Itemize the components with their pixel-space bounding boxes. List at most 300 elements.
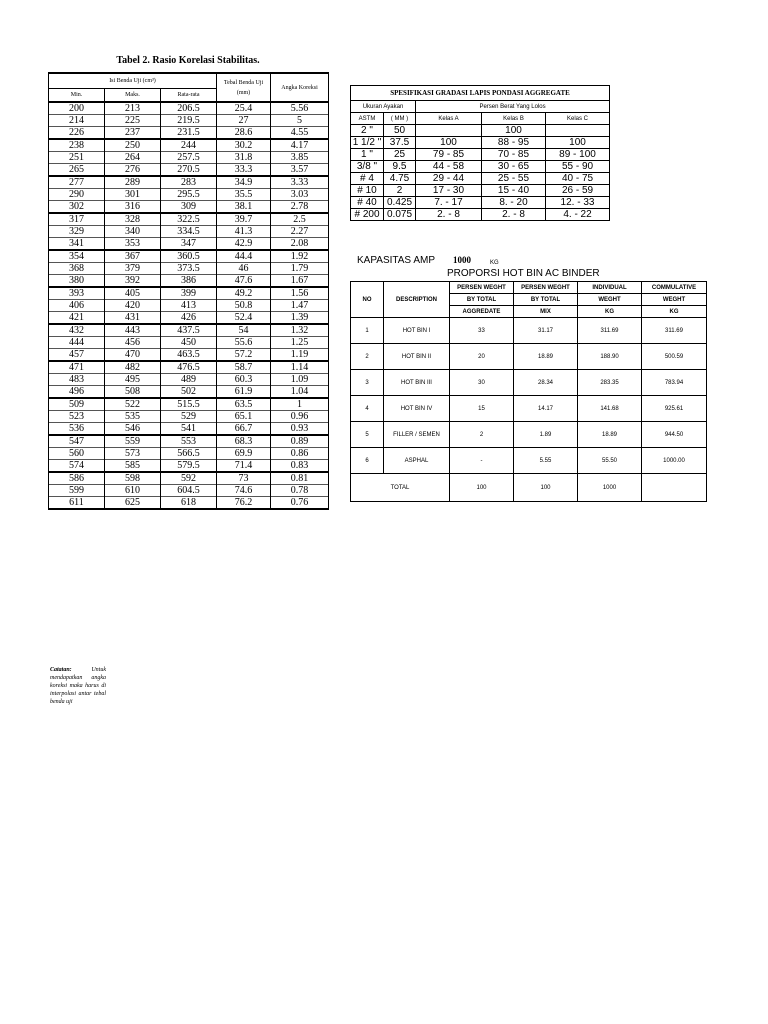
table-cell: 30.2 [217, 139, 271, 152]
header-maks: Maks. [105, 89, 161, 103]
table-cell: 2 [351, 344, 384, 370]
table-row [351, 370, 707, 396]
table-cell: 1.79 [271, 263, 329, 275]
table-row [49, 435, 329, 448]
table-row [351, 318, 707, 344]
table-cell: 0.81 [271, 472, 329, 485]
table-cell: HOT BIN III [384, 370, 450, 396]
table-cell: 373.5 [161, 263, 217, 275]
table-row [351, 448, 707, 474]
table-row [49, 127, 329, 140]
table-cell: 328 [105, 213, 161, 226]
table-cell: 1.32 [271, 324, 329, 337]
table-cell: 31.8 [217, 152, 271, 164]
table-cell: 354 [49, 250, 105, 263]
table-cell: 471 [49, 361, 105, 374]
header-pw-total-1: PERSEN WEGHT [450, 282, 514, 294]
table-row [49, 164, 329, 177]
table-row [49, 263, 329, 275]
table-cell: 15 [450, 396, 514, 422]
table-cell: 322.5 [161, 213, 217, 226]
table-cell: 1 [351, 318, 384, 344]
table-row [49, 287, 329, 300]
header-pw-mix-2: BY TOTAL [514, 294, 578, 306]
header-tebal-benda-uji: Tebal Benda Uji (mm) [217, 73, 271, 102]
table-cell: 265 [49, 164, 105, 177]
header-kelas-a: Kelas A [416, 113, 482, 125]
table-cell [546, 125, 610, 137]
table-row [49, 238, 329, 251]
table-cell: 73 [217, 472, 271, 485]
header-pw-total-3: AGGREDATE [450, 306, 514, 318]
table-cell: 579.5 [161, 460, 217, 473]
table-cell: 29 - 44 [416, 173, 482, 185]
note [50, 666, 106, 706]
table-cell: ASPHAL [384, 448, 450, 474]
table-cell: 50 [384, 125, 416, 137]
table-cell: 443 [105, 324, 161, 337]
table-cell: 379 [105, 263, 161, 275]
table-cell: 38.1 [217, 201, 271, 214]
table-cell: 89 - 100 [546, 149, 610, 161]
table-row [49, 485, 329, 497]
table-cell: HOT BIN I [384, 318, 450, 344]
table-cell: 188.90 [578, 344, 642, 370]
table-cell: 5.55 [514, 448, 578, 474]
table-cell: 27 [217, 115, 271, 127]
table-cell: # 4 [351, 173, 384, 185]
table-cell: 30 - 65 [482, 161, 546, 173]
table-cell: 610 [105, 485, 161, 497]
table-cell: 3/8 " [351, 161, 384, 173]
table-cell: 213 [105, 102, 161, 115]
table-cell: 392 [105, 275, 161, 288]
table-cell: 270.5 [161, 164, 217, 177]
table-cell: 0.76 [271, 497, 329, 510]
table-cell: 70 - 85 [482, 149, 546, 161]
table-row [49, 497, 329, 510]
table-cell: 60.3 [217, 374, 271, 386]
table-cell: 65.1 [217, 411, 271, 423]
table-cell: 26 - 59 [546, 185, 610, 197]
table-row [49, 460, 329, 473]
table-cell: 535 [105, 411, 161, 423]
total-pw-mix: 100 [514, 474, 578, 502]
kapasitas-label: KAPASITAS AMP [357, 255, 435, 266]
table-cell: 39.7 [217, 213, 271, 226]
table-cell: HOT BIN IV [384, 396, 450, 422]
table-row [49, 201, 329, 214]
table-row [49, 102, 329, 115]
table-row [49, 275, 329, 288]
table-cell: 559 [105, 435, 161, 448]
table-row [49, 324, 329, 337]
table-cell: 553 [161, 435, 217, 448]
table-cell: 61.9 [217, 386, 271, 399]
table-cell: 573 [105, 448, 161, 460]
table-cell: 1000.00 [642, 448, 707, 474]
table-cell: 783.94 [642, 370, 707, 396]
table-cell: 20 [450, 344, 514, 370]
table-cell: 264 [105, 152, 161, 164]
table-cell: 4. - 22 [546, 209, 610, 221]
table-cell: 317 [49, 213, 105, 226]
table-cell: 566.5 [161, 448, 217, 460]
table-cell: 1 1/2 " [351, 137, 384, 149]
table-cell: 3.85 [271, 152, 329, 164]
table-cell: 0.78 [271, 485, 329, 497]
table-cell: 79 - 85 [416, 149, 482, 161]
table-cell: 141.68 [578, 396, 642, 422]
table-cell: 49.2 [217, 287, 271, 300]
table-cell: 277 [49, 176, 105, 189]
header-cum-3: KG [642, 306, 707, 318]
table-cell: 18.89 [514, 344, 578, 370]
table-cell: 33 [450, 318, 514, 344]
header-mm: ( MM ) [384, 113, 416, 125]
table-cell: 214 [49, 115, 105, 127]
table-cell: 457 [49, 349, 105, 362]
table-cell: 413 [161, 300, 217, 312]
table-cell: 55.6 [217, 337, 271, 349]
table-cell: 54 [217, 324, 271, 337]
table-cell: 1.39 [271, 312, 329, 325]
table-cell: 547 [49, 435, 105, 448]
table-cell: 289 [105, 176, 161, 189]
table-cell: 329 [49, 226, 105, 238]
table-cell: 2. - 8 [416, 209, 482, 221]
table-cell: 71.4 [217, 460, 271, 473]
table-row [49, 361, 329, 374]
table-cell: 0.075 [384, 209, 416, 221]
table-cell: 508 [105, 386, 161, 399]
table-cell: 283.35 [578, 370, 642, 396]
table-cell: 450 [161, 337, 217, 349]
table-cell: 238 [49, 139, 105, 152]
table-cell: 944.50 [642, 422, 707, 448]
table-row [49, 115, 329, 127]
table-cell: 4 [351, 396, 384, 422]
header-no: NO [351, 282, 384, 318]
table-cell: 496 [49, 386, 105, 399]
table-cell: 28.34 [514, 370, 578, 396]
hot-bin-title: PROPORSI HOT BIN AC BINDER [447, 268, 600, 279]
table-cell: 33.3 [217, 164, 271, 177]
table-cell: 522 [105, 398, 161, 411]
table-cell: 1.92 [271, 250, 329, 263]
table-cell: 463.5 [161, 349, 217, 362]
table-cell: 437.5 [161, 324, 217, 337]
table-cell: 290 [49, 189, 105, 201]
table-cell: 1.09 [271, 374, 329, 386]
table-cell: 8. - 20 [482, 197, 546, 209]
table-row [351, 422, 707, 448]
table-cell: 69.9 [217, 448, 271, 460]
table-cell: 367 [105, 250, 161, 263]
table-cell: 250 [105, 139, 161, 152]
table-cell: 360.5 [161, 250, 217, 263]
header-pw-mix-3: MIX [514, 306, 578, 318]
table-cell: 393 [49, 287, 105, 300]
table-cell: 52.4 [217, 312, 271, 325]
table-cell: 74.6 [217, 485, 271, 497]
table-row [351, 137, 610, 149]
table-row [49, 411, 329, 423]
table-cell: 41.3 [217, 226, 271, 238]
table-cell: 55 - 90 [546, 161, 610, 173]
table-cell: 2 [450, 422, 514, 448]
table-cell: 76.2 [217, 497, 271, 510]
table-row [351, 173, 610, 185]
table-cell: 206.5 [161, 102, 217, 115]
table-row [49, 349, 329, 362]
table-cell: 592 [161, 472, 217, 485]
table-cell: 546 [105, 423, 161, 436]
table-cell: 368 [49, 263, 105, 275]
table-cell: 37.5 [384, 137, 416, 149]
table-cell: 28.6 [217, 127, 271, 140]
table-cell: 1.19 [271, 349, 329, 362]
table-cell: 2.08 [271, 238, 329, 251]
table-cell [416, 125, 482, 137]
table-cell: 3.57 [271, 164, 329, 177]
table-cell: 444 [49, 337, 105, 349]
table-cell: 311.69 [642, 318, 707, 344]
table-row [49, 423, 329, 436]
table-cell: 353 [105, 238, 161, 251]
table-cell: 560 [49, 448, 105, 460]
table-cell: 42.9 [217, 238, 271, 251]
table-cell: 341 [49, 238, 105, 251]
kapasitas-unit: KG [490, 260, 499, 266]
table-cell: - [450, 448, 514, 474]
header-kelas-b: Kelas B [482, 113, 546, 125]
table-cell: 2.78 [271, 201, 329, 214]
note-text: Untuk mendapatkan angka koreksi maka harus di interpolasi antar tebal benda uji [50, 667, 106, 705]
table-cell: 502 [161, 386, 217, 399]
table-cell: 30 [450, 370, 514, 396]
table-row [49, 337, 329, 349]
table-cell: 3.33 [271, 176, 329, 189]
header-cum-1: COMMULATIVE [642, 282, 707, 294]
table-row [351, 344, 707, 370]
table-cell: # 200 [351, 209, 384, 221]
table-cell: 316 [105, 201, 161, 214]
table-row [49, 312, 329, 325]
header-ind-3: KG [578, 306, 642, 318]
table-cell: 301 [105, 189, 161, 201]
table-cell: 4.17 [271, 139, 329, 152]
table-cell: 25.4 [217, 102, 271, 115]
table-cell: 12. - 33 [546, 197, 610, 209]
table-cell: 604.5 [161, 485, 217, 497]
table-cell: 500.59 [642, 344, 707, 370]
table-cell: 489 [161, 374, 217, 386]
table-cell: 432 [49, 324, 105, 337]
header-astm: ASTM [351, 113, 384, 125]
table-cell: 68.3 [217, 435, 271, 448]
header-pw-mix-1: PERSEN WEGHT [514, 282, 578, 294]
table-cell: 226 [49, 127, 105, 140]
table-cell: 44.4 [217, 250, 271, 263]
table-cell: 66.7 [217, 423, 271, 436]
table-cell: 0.425 [384, 197, 416, 209]
table-cell: 1.04 [271, 386, 329, 399]
table-cell: 100 [546, 137, 610, 149]
table-cell: 0.89 [271, 435, 329, 448]
table-cell: 476.5 [161, 361, 217, 374]
table-cell: 495 [105, 374, 161, 386]
table-cell: HOT BIN II [384, 344, 450, 370]
table-cell: 1.25 [271, 337, 329, 349]
stability-correlation-table [48, 72, 329, 510]
table-cell: 35.5 [217, 189, 271, 201]
gradation-caption: SPESIFIKASI GRADASI LAPIS PONDASI AGGREGATE [351, 86, 610, 101]
table-cell: 46 [217, 263, 271, 275]
table-cell: FILLER / SEMEN [384, 422, 450, 448]
table-cell: 34.9 [217, 176, 271, 189]
table-row [351, 396, 707, 422]
table-cell: 63.5 [217, 398, 271, 411]
header-description: DESCRIPTION [384, 282, 450, 318]
table-cell: 2.5 [271, 213, 329, 226]
table-cell: 456 [105, 337, 161, 349]
header-ind-1: INDIVIDUAL [578, 282, 642, 294]
table-cell: 257.5 [161, 152, 217, 164]
table-cell: 405 [105, 287, 161, 300]
table-cell: 523 [49, 411, 105, 423]
header-persen-berat: Persen Berat Yang Lolos [416, 101, 610, 113]
table-cell: 14.17 [514, 396, 578, 422]
table-cell: 0.86 [271, 448, 329, 460]
table-cell: 598 [105, 472, 161, 485]
header-cum-2: WEGHT [642, 294, 707, 306]
table-cell: 0.83 [271, 460, 329, 473]
total-commulative [642, 474, 707, 502]
table-cell: 276 [105, 164, 161, 177]
table-cell: 47.6 [217, 275, 271, 288]
table-cell: 283 [161, 176, 217, 189]
table-row [49, 213, 329, 226]
table-cell: 200 [49, 102, 105, 115]
table-cell: 237 [105, 127, 161, 140]
table-cell: 231.5 [161, 127, 217, 140]
table-cell: 4.55 [271, 127, 329, 140]
table-cell: 219.5 [161, 115, 217, 127]
table-cell: 2 " [351, 125, 384, 137]
table-cell: 1.67 [271, 275, 329, 288]
table-cell: 585 [105, 460, 161, 473]
kapasitas-value: 1000 [453, 255, 471, 265]
table-cell: 311.69 [578, 318, 642, 344]
table-cell: 6 [351, 448, 384, 474]
table-cell: # 10 [351, 185, 384, 197]
table-cell: 586 [49, 472, 105, 485]
table-row [49, 226, 329, 238]
table-row [351, 125, 610, 137]
table-cell: 7. - 17 [416, 197, 482, 209]
table-cell: 44 - 58 [416, 161, 482, 173]
table-cell: 1 [271, 398, 329, 411]
table-row [49, 374, 329, 386]
table-cell: 529 [161, 411, 217, 423]
table-cell: 100 [416, 137, 482, 149]
table-cell: 426 [161, 312, 217, 325]
table-row [49, 472, 329, 485]
table-cell: 340 [105, 226, 161, 238]
table-row [351, 185, 610, 197]
table-cell: 3.03 [271, 189, 329, 201]
table-cell: 536 [49, 423, 105, 436]
table-row [49, 139, 329, 152]
header-kelas-c: Kelas C [546, 113, 610, 125]
header-ukuran-ayakan: Ukuran Ayakan [351, 101, 416, 113]
table-row [49, 386, 329, 399]
table-cell: 9.5 [384, 161, 416, 173]
table-cell: 5 [351, 422, 384, 448]
table-cell: 482 [105, 361, 161, 374]
table-cell: 386 [161, 275, 217, 288]
table-cell: 295.5 [161, 189, 217, 201]
table-cell: 1.47 [271, 300, 329, 312]
table-cell: 541 [161, 423, 217, 436]
table-row [351, 209, 610, 221]
table-cell: 618 [161, 497, 217, 510]
table-cell: 18.89 [578, 422, 642, 448]
table-cell: 4.75 [384, 173, 416, 185]
header-isi-benda-uji: Isi Benda Uji (cm³) [49, 73, 217, 89]
table-cell: 244 [161, 139, 217, 152]
table-cell: 925.61 [642, 396, 707, 422]
table-cell: 31.17 [514, 318, 578, 344]
table-cell: 406 [49, 300, 105, 312]
table-row [49, 448, 329, 460]
table-row [351, 197, 610, 209]
table-cell: 309 [161, 201, 217, 214]
table-cell: 574 [49, 460, 105, 473]
header-min: Min. [49, 89, 105, 103]
table-row [49, 300, 329, 312]
note-label: Catatan: [50, 667, 72, 673]
table-cell: 2.27 [271, 226, 329, 238]
header-pw-total-2: BY TOTAL [450, 294, 514, 306]
table1-title: Tabel 2. Rasio Korelasi Stabilitas. [116, 55, 260, 66]
table-cell: 251 [49, 152, 105, 164]
table-cell: 599 [49, 485, 105, 497]
table-cell: 380 [49, 275, 105, 288]
table-cell: 5 [271, 115, 329, 127]
gradation-spec-table [350, 85, 610, 221]
total-label: TOTAL [351, 474, 450, 502]
table-cell: 1.56 [271, 287, 329, 300]
table-cell: 421 [49, 312, 105, 325]
table-cell: 0.96 [271, 411, 329, 423]
table-row [49, 250, 329, 263]
table-cell: 515.5 [161, 398, 217, 411]
table-cell: 17 - 30 [416, 185, 482, 197]
table-cell: 25 [384, 149, 416, 161]
table-cell: 58.7 [217, 361, 271, 374]
header-angka-koreksi: Angka Koreksi [271, 73, 329, 102]
table-cell: 302 [49, 201, 105, 214]
table-cell: 625 [105, 497, 161, 510]
total-pw-total: 100 [450, 474, 514, 502]
table-cell: 483 [49, 374, 105, 386]
table-cell: 88 - 95 [482, 137, 546, 149]
table-cell: 1.89 [514, 422, 578, 448]
table-cell: 0.93 [271, 423, 329, 436]
table-cell: 50.8 [217, 300, 271, 312]
